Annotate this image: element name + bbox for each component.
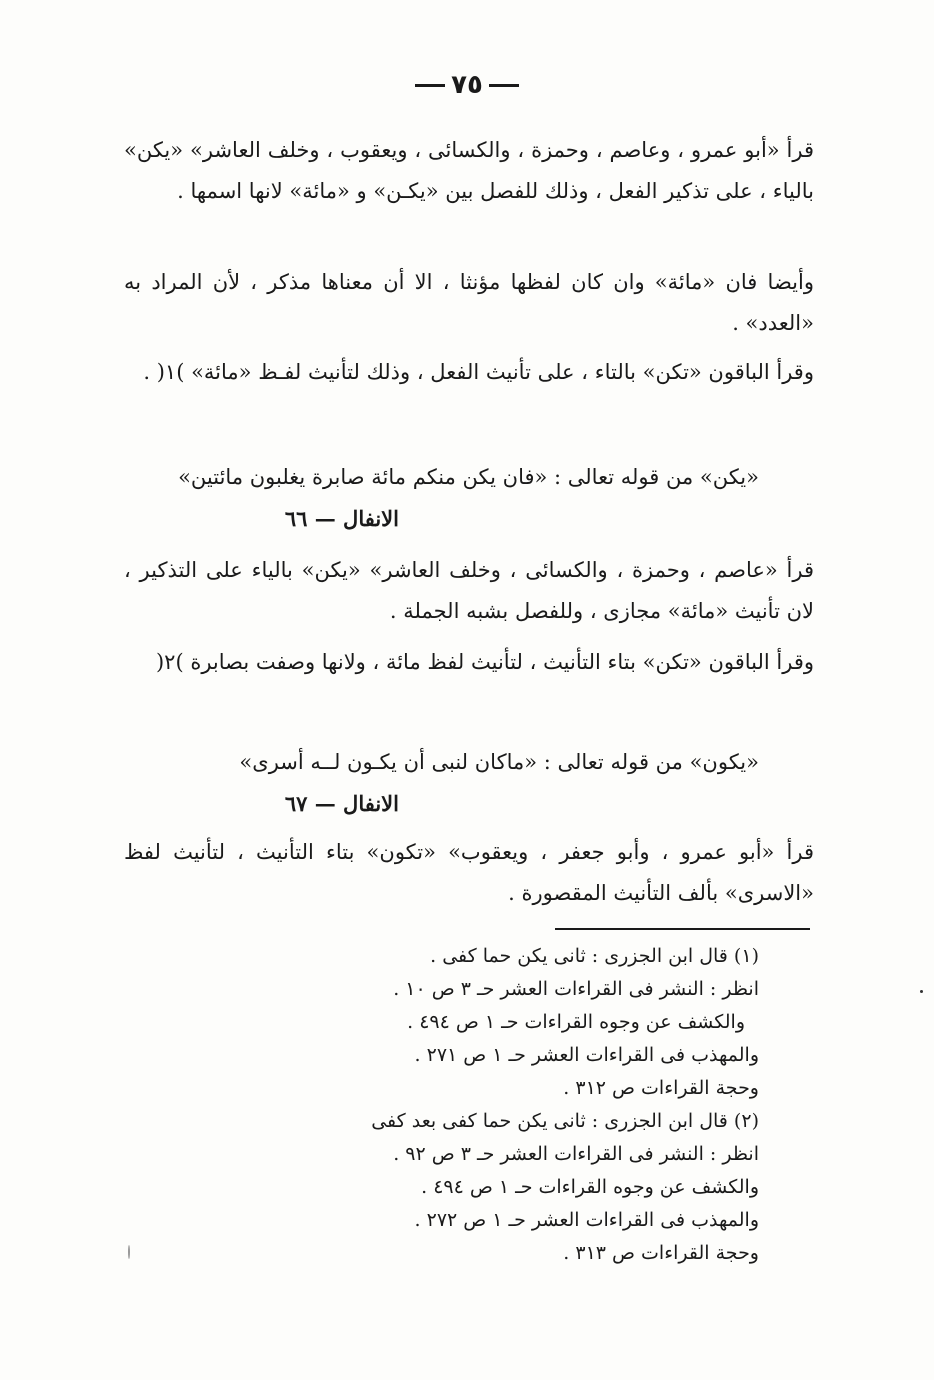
- footnote-line: والكشف عن وجوه القراءات حـ ١ ص ٤٩٤ .: [421, 1176, 759, 1198]
- paragraph-3: وقرأ الباقون «تكن» بالتاء ، على تأنيث الفعل ، وذلك لتأنيث لفـظ «مائة» )١( .: [143, 360, 814, 384]
- paragraph-6: قرأ «أبو عمرو ، وأبو جعفر ، ويعقوب» «تكون» بتاء التأنيث ، لتأنيث لفظ «الاسرى» بألف التأنيث المقصورة .: [124, 840, 814, 905]
- scan-speck: [128, 1245, 130, 1259]
- paragraph-4: قرأ «عاصم ، وحمزة ، والكسائى ، وخلف العاشر» «يكن» بالياء على التذكير ، لان تأنيث «مائة» مجازى ، وللفصل بشبه الجملة .: [124, 558, 814, 623]
- footnote-line: وحجة القراءات ص ٣١٣ .: [563, 1242, 759, 1264]
- footnote-line: والكشف عن وجوه القراءات حـ ١ ص ٤٩٤ .: [407, 1011, 745, 1033]
- paragraph-2: وأيضا فان «مائة» وان كان لفظها مؤنثا ، الا أن معناها مذكر ، لأن المراد به «العدد» .: [124, 270, 814, 335]
- footnote-line: (١) قال ابن الجزرى : ثانى يكن حما كفى .: [430, 945, 759, 967]
- footnote-line: (٢) قال ابن الجزرى : ثانى يكن حما كفى بعد كفى: [371, 1110, 759, 1132]
- page-number-dash-right: [489, 84, 519, 87]
- footnote-line: انظر : النشر فى القراءات العشر حـ ٣ ص ١٠ .: [393, 978, 759, 1000]
- page-number: [0, 70, 934, 100]
- footnote-line: والمهذب فى القراءات العشر حـ ١ ص ٢٧١ .: [414, 1044, 759, 1066]
- footnotes: [219, 940, 759, 1270]
- paragraph-1: قرأ «أبو عمرو ، وعاصم ، وحمزة ، والكسائى ، ويعقوب ، وخلف العاشر» «يكن» بالياء ، على تذكير الفعل ، وذلك للفصل بين «يكـن» و «مائة» لانها اسمها .: [124, 138, 814, 203]
- paragraph-5: وقرأ الباقون «تكن» بتاء التأنيث ، لتأنيث لفظ مائة ، ولانها وصفت بصابرة )٢(: [155, 650, 814, 674]
- verse-block-1: [159, 457, 759, 539]
- verse-2-reference: الانفال — ٦٧: [284, 791, 399, 816]
- verse-2-text: «يكون» من قوله تعالى : «ماكان لنبى أن يكـون لــه أسرى»: [239, 750, 759, 774]
- page-number-text: ٧٥: [451, 70, 483, 100]
- verse-1-text: «يكن» من قوله تعالى : «فان يكن منكم مائة صابرة يغلبون مائتين»: [178, 465, 759, 489]
- page-number-dash-left: [415, 84, 445, 87]
- verse-1-reference: الانفال — ٦٦: [284, 506, 399, 531]
- scan-speck: [920, 990, 923, 993]
- footnote-line: وحجة القراءات ص ٣١٢ .: [563, 1077, 759, 1099]
- footnote-separator: [555, 928, 810, 930]
- footnote-line: انظر : النشر فى القراءات العشر حـ ٣ ص ٩٢ .: [393, 1143, 759, 1165]
- verse-block-2: [159, 742, 759, 824]
- footnote-line: والمهذب فى القراءات العشر حـ ١ ص ٢٧٢ .: [414, 1209, 759, 1231]
